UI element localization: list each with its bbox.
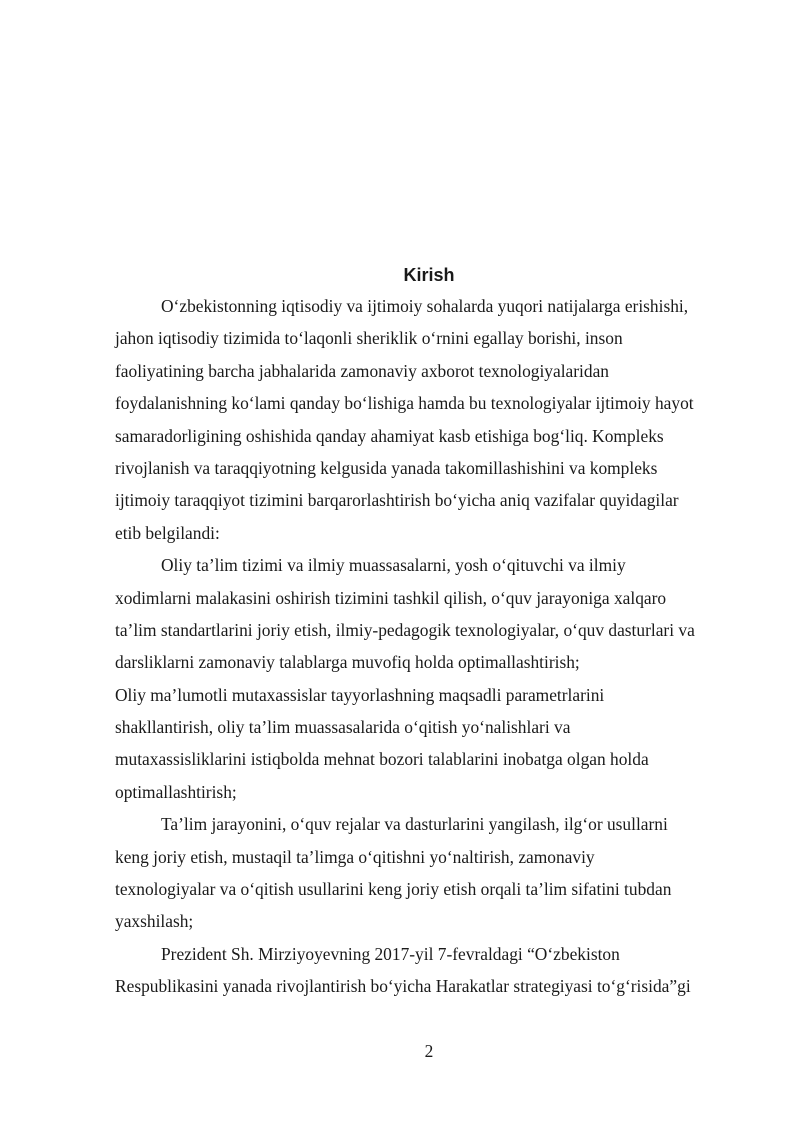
text-line: etib belgilandi: [115, 522, 220, 543]
text-line: shakllantirish, oliy ta’lim muassasalarida o‘qitish yo‘nalishlari va [115, 717, 571, 738]
text-line: O‘zbekistonning iqtisodiy va ijtimoiy sohalarda yuqori natijalarga erishishi, [161, 296, 689, 316]
text-line: rivojlanish va taraqqiyotning kelgusida yanada takomillashishini va kompleks [115, 457, 658, 478]
text-line: texnologiyalar va o‘qitish usullarini keng joriy etish orqali ta’lim sifatini tubdan [115, 879, 672, 900]
text-line: xodimlarni malakasini oshirish tizimini tashkil qilish, o‘quv jarayoniga xalqaro [115, 587, 667, 608]
text-line: darsliklarni zamonaviy talablarga muvofiq holda optimallashtirish; [115, 652, 580, 673]
text-line: Respublikasini yanada rivojlantirish bo‘yicha Harakatlar strategiyasi to‘g‘risida”gi [115, 976, 691, 997]
text-line: optimallashtirish; [115, 781, 237, 802]
text-line: Oliy ma’lumotli mutaxassislar tayyorlashning maqsadli parametrlarini [115, 684, 605, 705]
text-line: faoliyatining barcha jabhalarida zamonaviy axborot texnologiyalaridan [115, 360, 609, 381]
text-line: jahon iqtisodiy tizimida to‘laqonli sheriklik o‘rnini egallay borishi, inson [115, 328, 623, 349]
text-line: ijtimoiy taraqqiyot tizimini barqarorlashtirish bo‘yicha aniq vazifalar quyidagilar [115, 490, 679, 511]
text-line: ta’lim standartlarini joriy etish, ilmiy-pedagogik texnologiyalar, o‘quv dasturlari va [115, 619, 695, 640]
text-line: Oliy ta’lim tizimi va ilmiy muassasalarni, yosh o‘qituvchi va ilmiy [161, 555, 626, 576]
text-line: yaxshilash; [115, 911, 194, 932]
text-line: keng joriy etish, mustaqil ta’limga o‘qitishni yo‘naltirish, zamonaviy [115, 846, 595, 867]
text-line: Ta’lim jarayonini, o‘quv rejalar va dasturlarini yangilash, ilg‘or usullarni [161, 814, 668, 835]
text-line: samaradorligining oshishida qanday ahamiyat kasb etishiga bog‘liq. Kompleks [115, 425, 664, 446]
text-line: Prezident Sh. Mirziyoyevning 2017-yil 7-fevraldagi “O‘zbekiston [161, 943, 620, 964]
page-number: 2 [424, 1041, 434, 1061]
body-text [115, 290, 745, 1003]
page-title: Kirish [403, 265, 455, 285]
text-line: foydalanishning ko‘lami qanday bo‘lishiga hamda bu texnologiyalar ijtimoiy hayot [115, 393, 694, 414]
text-line: mutaxassisliklarini istiqbolda mehnat bozori talablarini inobatga olgan holda [115, 749, 649, 770]
